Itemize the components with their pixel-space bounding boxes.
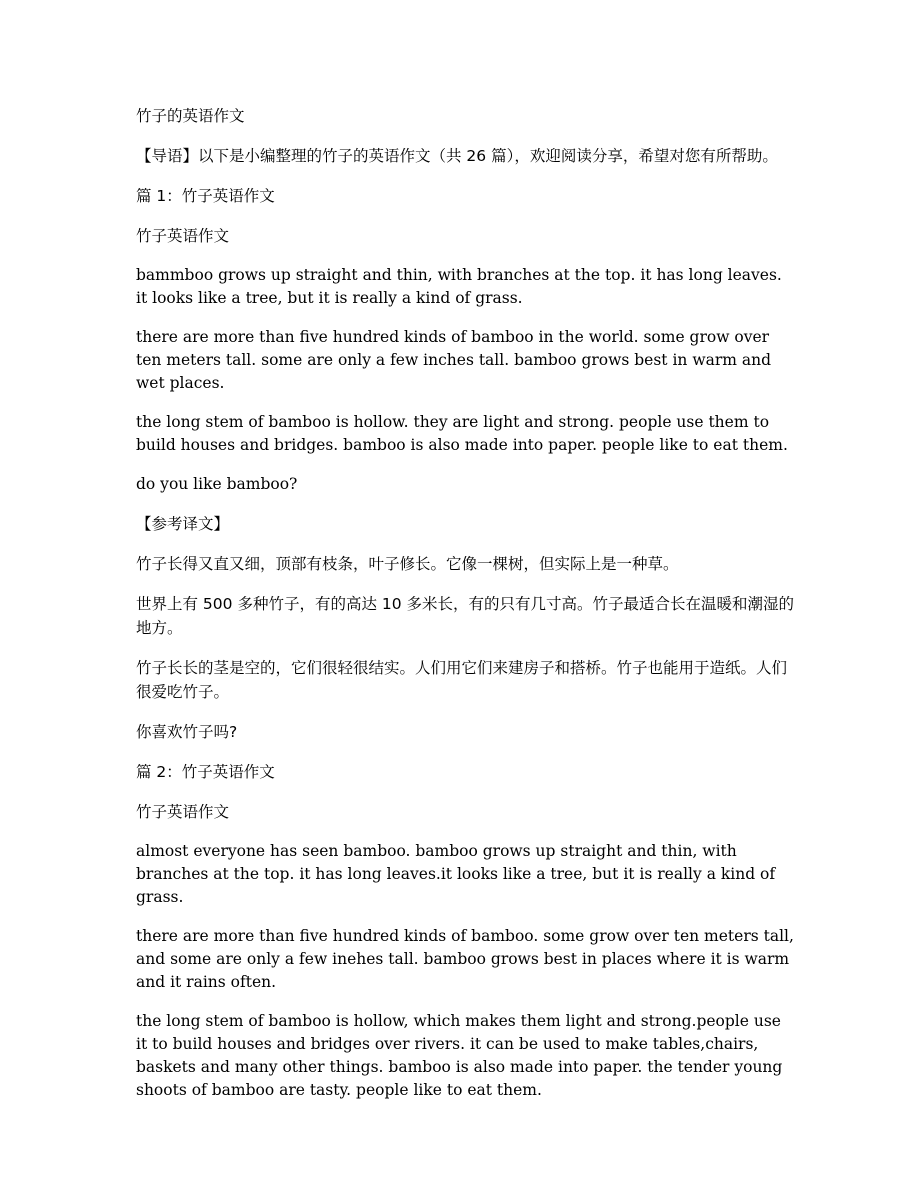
essay-title-2: 竹子英语作文: [136, 803, 230, 821]
essay-2-paragraph-1: almost everyone has seen bamboo. bamboo grows up straight and thin, with branches at the top. it has long leaves.it looks like a tree, but it is really a kind of grass.: [136, 842, 776, 906]
essay-2-paragraph-3: the long stem of bamboo is hollow, which makes them light and strong.people use it to build houses and bridges over rivers. it can be used to make tables,chairs, baskets and many other things. bamboo is also made into paper. the tender young shoots of bamboo are tasty. people like to eat them.: [136, 1012, 783, 1099]
document-title: 竹子的英语作文: [136, 107, 245, 125]
intro-paragraph: 【导语】以下是小编整理的竹子的英语作文（共 26 篇），欢迎阅读分享，希望对您有所帮助。: [136, 147, 778, 165]
essay-1-paragraph-1: bammboo grows up straight and thin, with branches at the top. it has long leaves. it looks like a tree, but it is really a kind of grass.: [136, 266, 782, 307]
document-page: [136, 104, 796, 1118]
translation-paragraph-3: 竹子长长的茎是空的，它们很轻很结实。人们用它们来建房子和搭桥。竹子也能用于造纸。人们很爱吃竹子。: [136, 659, 788, 701]
translation-paragraph-4: 你喜欢竹子吗?: [136, 723, 238, 741]
essay-title-1: 竹子英语作文: [136, 227, 230, 245]
section-heading-1: 篇 1：竹子英语作文: [136, 187, 275, 205]
essay-1-paragraph-3: the long stem of bamboo is hollow. they are light and strong. people use them to build houses and bridges. bamboo is also made into paper. people like to eat them.: [136, 413, 788, 454]
translation-paragraph-2: 世界上有 500 多种竹子，有的高达 10 多米长，有的只有几寸高。竹子最适合长在温暖和潮湿的地方。: [136, 595, 795, 637]
translation-paragraph-1: 竹子长得又直又细，顶部有枝条，叶子修长。它像一棵树，但实际上是一种草。: [136, 555, 679, 573]
translation-heading: 【参考译文】: [136, 515, 230, 533]
essay-2-paragraph-2: there are more than five hundred kinds of bamboo. some grow over ten meters tall, and some are only a few inehes tall. bamboo grows best in places where it is warm and it rains often.: [136, 927, 794, 991]
section-heading-2: 篇 2：竹子英语作文: [136, 763, 275, 781]
essay-1-paragraph-2: there are more than five hundred kinds of bamboo in the world. some grow over ten meters tall. some are only a few inches tall. bamboo grows best in warm and wet places.: [136, 328, 772, 392]
essay-1-paragraph-4: do you like bamboo?: [136, 475, 298, 493]
